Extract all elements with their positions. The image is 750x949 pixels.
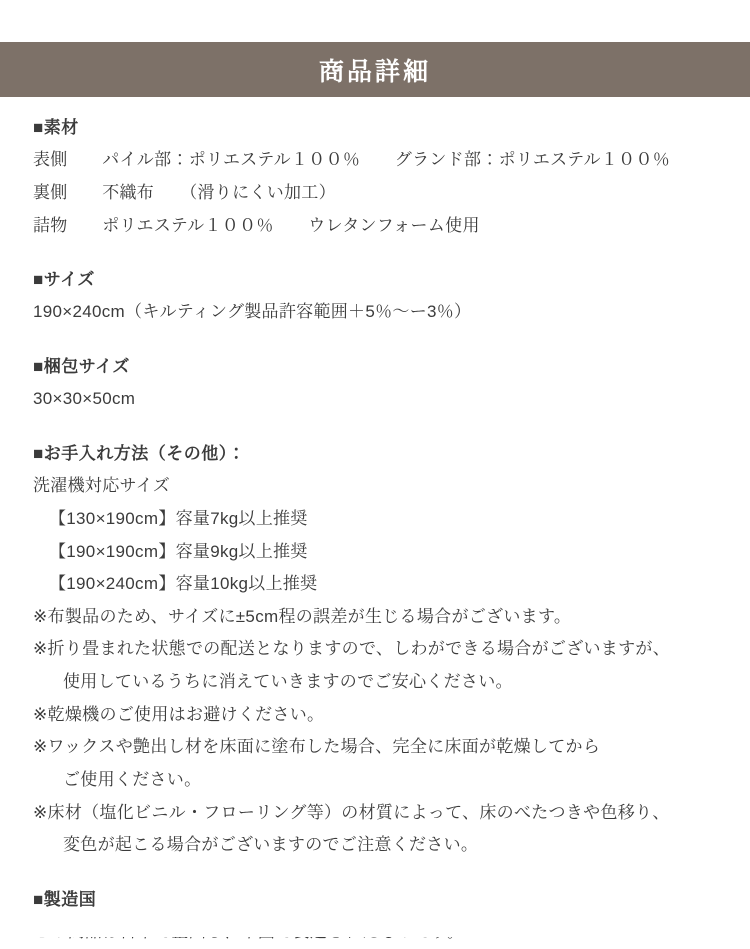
section-package-size [33,351,723,416]
section-line: 190×240cm（キルティング製品許容範囲＋5％〜ー3％） [33,302,472,322]
section-heading: ■サイズ [33,270,95,290]
product-detail-content [33,112,723,949]
section-line: 使用しているうちに消えていきますのでご安心ください。 [63,672,513,692]
section-line: 【190×190cm】容量9kg以上推奨 [49,541,308,561]
section-line: 【190×240cm】容量10kg以上推奨 [49,574,318,594]
section-line: 30×30×50cm [33,389,136,409]
section-line: ※ワックスや艶出し材を床面に塗布した場合、完全に床面が乾燥してから [33,737,601,757]
spacer [33,416,723,438]
section-line: ※乾燥機のご使用はお避けください。 [33,704,325,724]
page-title: 商品詳細 [318,57,431,86]
spacer [33,329,723,351]
section-line: ※床材（塩化ビニル・フローリング等）の材質によって、床のべたつきや色移り、 [33,802,670,822]
section-care-instructions [33,438,723,862]
section-line: 洗濯機対応サイズ [33,476,171,496]
section-heading: ■素材 [33,118,79,137]
section-heading: ■製造国 [33,889,97,909]
section-heading: ■梱包サイズ [33,357,130,377]
section-line: ※折り畳まれた状態での配送となりますので、しわができる場合がございますが、 [33,639,671,659]
section-heading: ■お手入れ方法（その他）： [33,444,246,464]
section-material [33,112,723,242]
spacer [33,242,723,264]
section-line: 【130×190cm】容量7kg以上推奨 [49,508,308,528]
spacer [33,862,723,884]
section-line: ご使用ください。 [63,769,202,789]
section-line: 表側 パイル部：ポリエステル１００％ グランド部：ポリエステル１００％ [33,150,671,170]
section-size [33,264,723,329]
page-title-bar [0,42,750,97]
top-spacer [0,0,750,28]
bottom-spacer [0,911,750,937]
section-line: 変色が起こる場合がございますのでご注意ください。 [63,835,479,855]
section-line: 裏側 不織布 （滑りにくい加工） [33,182,336,202]
section-line: 詰物 ポリエステル１００％ ウレタンフォーム使用 [33,215,480,235]
section-line: ※布製品のため、サイズに±5cm程の誤差が生じる場合がございます。 [33,606,572,626]
